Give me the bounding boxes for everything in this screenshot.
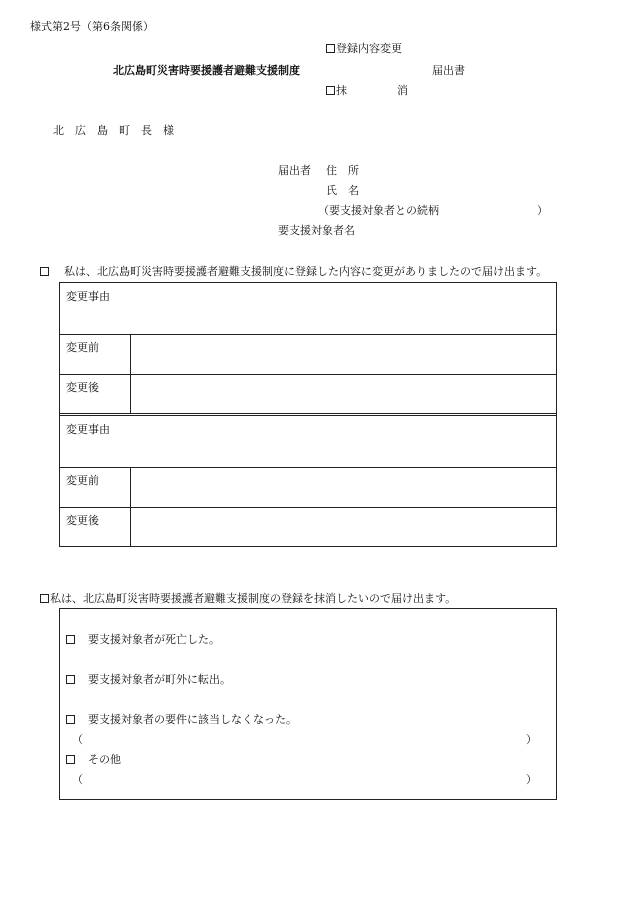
option-change-label: 登録内容変更 [336,42,402,55]
divider [60,374,556,375]
addressee: 北 広 島 町 長 様 [53,124,174,137]
divider [60,507,556,508]
delete-statement: 私は、北広島町災害時要援護者避難支援制度の登録を抹消したいので届け出ます。 [50,592,457,605]
divider [60,334,556,335]
reason-label-1: 変更事由 [66,290,110,303]
reason-label-2: 変更事由 [66,423,110,436]
checkbox-delete[interactable] [326,86,335,95]
divider [60,415,556,416]
change-statement: 私は、北広島町災害時要援護者避難支援制度に登録した内容に変更がありましたので届け出ます。 [64,265,548,278]
option-moved-out-label: 要支援対象者が町外に転出。 [88,673,231,686]
divider [60,413,556,414]
delete-option-1[interactable] [66,633,220,647]
paren-close-1: ） [526,733,537,746]
after-label-2: 変更後 [66,514,99,527]
checkbox-not-eligible[interactable] [66,715,75,724]
name-label: 氏 名 [326,184,359,197]
page-title: 北広島町災害時要援護者避難支援制度 [113,64,300,77]
delete-option-2[interactable] [66,673,231,687]
checkbox-other[interactable] [66,755,75,764]
delete-option-3[interactable] [66,713,297,727]
delete-statement-row[interactable] [40,592,456,606]
option-delete[interactable] [326,84,347,98]
option-change[interactable] [326,42,402,56]
title-suffix: 届出書 [432,64,465,77]
paren-open-2: （ [72,773,83,786]
delete-table [59,608,557,800]
checkbox-delete-statement[interactable] [40,594,49,603]
form-code: 様式第2号（第6条関係） [30,20,154,33]
delete-option-4[interactable] [66,753,121,767]
paren-close-2: ） [526,773,537,786]
paren-open-1: （ [72,733,83,746]
checkbox-change[interactable] [326,44,335,53]
option-deceased-label: 要支援対象者が死亡した。 [88,633,220,646]
divider [60,467,556,468]
relation-close: ） [537,204,548,217]
column-divider [130,334,131,414]
column-divider [130,467,131,546]
change-statement-row[interactable] [40,265,547,279]
checkbox-change-statement[interactable] [40,267,49,276]
after-label-1: 変更後 [66,381,99,394]
address-label: 住 所 [326,164,359,177]
checkbox-moved-out[interactable] [66,675,75,684]
change-table [59,282,557,547]
option-delete-label-2: 消 [397,84,408,97]
applicant-label: 届出者 [278,164,311,177]
relation-label: （要支援対象者との続柄 [318,204,439,217]
target-name-label: 要支援対象者名 [278,224,355,237]
before-label-2: 変更前 [66,474,99,487]
checkbox-deceased[interactable] [66,635,75,644]
option-not-eligible-label: 要支援対象者の要件に該当しなくなった。 [88,713,297,726]
option-delete-label-1: 抹 [336,84,347,97]
option-other-label: その他 [88,753,121,766]
before-label-1: 変更前 [66,341,99,354]
